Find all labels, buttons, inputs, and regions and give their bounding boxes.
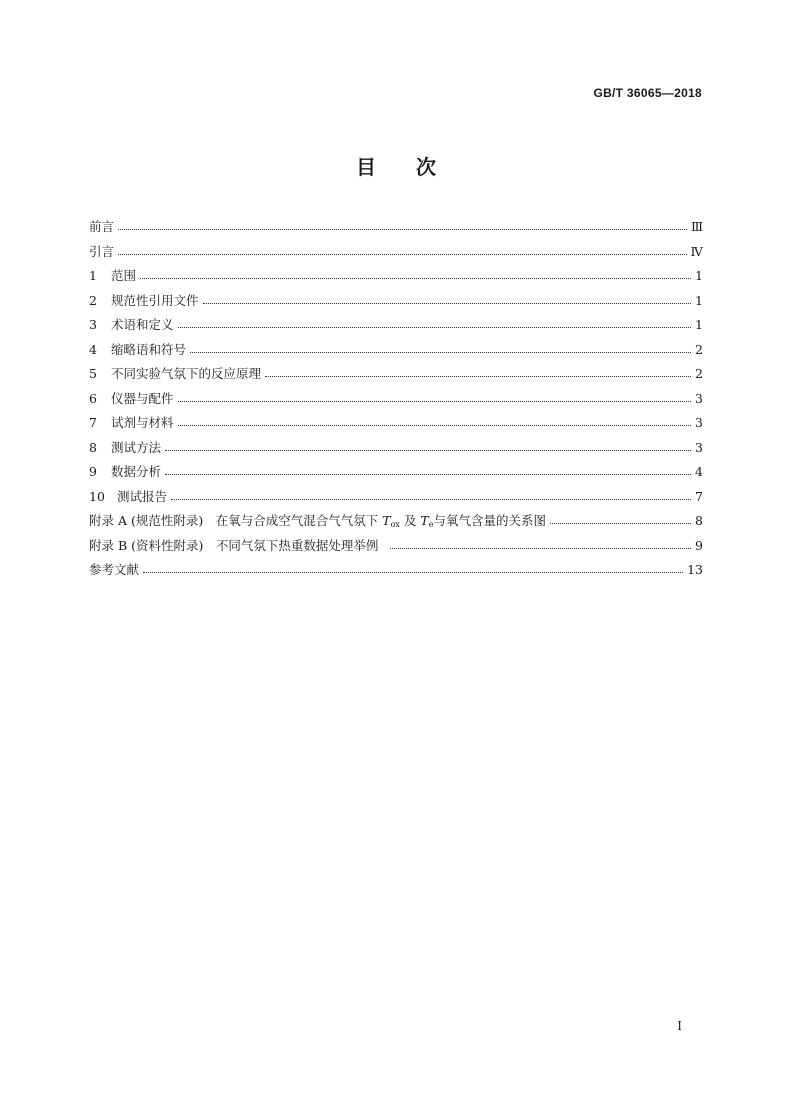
toc-entry-annex-a[interactable] xyxy=(89,509,703,534)
toc-entry-label: 缩略语和符号 xyxy=(111,341,187,357)
annex-a-conjunction: 及 xyxy=(403,513,417,528)
toc-entry-page: Ⅳ xyxy=(690,243,703,259)
toc-entry-page: Ⅲ xyxy=(690,219,703,234)
dot-leader xyxy=(265,366,691,379)
dot-leader xyxy=(550,513,691,526)
variable-t-ox xyxy=(382,513,390,528)
toc-entry-page: 1 xyxy=(695,317,703,332)
dot-leader xyxy=(190,341,691,354)
annex-a-label: 附录 A (规范性附录) 在氧与合成空气混合气气氛下 xyxy=(89,513,379,528)
toc-entry-label: 测试方法 xyxy=(111,439,162,455)
variable-symbol: T xyxy=(420,513,429,528)
toc-entry-number: 2 xyxy=(89,292,97,308)
toc-entry-page: 2 xyxy=(695,366,703,381)
dot-leader xyxy=(178,390,691,403)
toc-entry-label: 仪器与配件 xyxy=(111,390,174,406)
toc-entry-page: 9 xyxy=(695,537,703,553)
toc-entry-4[interactable] xyxy=(89,338,703,363)
toc-entry-label: 引言 xyxy=(89,243,115,259)
dot-leader xyxy=(118,243,686,256)
toc-entry-label: 规范性引用文件 xyxy=(111,292,199,308)
dot-leader xyxy=(203,292,691,305)
variable-t-e xyxy=(420,513,428,528)
toc-entry-page: 8 xyxy=(695,513,703,528)
dot-leader xyxy=(165,464,691,477)
annex-a-tail: 与氧气含量的关系图 xyxy=(433,513,546,528)
toc-entry-introduction[interactable] xyxy=(89,240,703,265)
table-of-contents xyxy=(89,215,703,583)
toc-entry-label: 不同实验气氛下的反应原理 xyxy=(111,366,262,381)
toc-entry-number: 4 xyxy=(89,341,97,357)
page-title xyxy=(0,151,792,180)
toc-entry-label: 附录 B (资料性附录) 不同气氛下热重数据处理举例 xyxy=(89,537,379,553)
toc-entry-6[interactable] xyxy=(89,387,703,412)
dot-leader xyxy=(178,415,691,428)
toc-entry-number: 6 xyxy=(89,390,97,406)
toc-entry-5[interactable] xyxy=(89,362,703,387)
dot-leader xyxy=(118,219,687,232)
toc-entry-1[interactable] xyxy=(89,264,703,289)
toc-entry-label: 试剂与材料 xyxy=(111,415,174,430)
dot-leader xyxy=(171,488,691,501)
dot-leader xyxy=(165,439,691,452)
toc-entry-number: 3 xyxy=(89,317,97,332)
toc-entry-label: 参考文献 xyxy=(89,562,140,577)
standard-code: GB/T 36065—2018 xyxy=(593,86,702,100)
toc-entry-7[interactable] xyxy=(89,411,703,436)
toc-entry-number: 8 xyxy=(89,439,97,455)
toc-entry-label: 前言 xyxy=(89,219,115,234)
dot-leader xyxy=(140,268,691,281)
toc-entry-foreword[interactable] xyxy=(89,215,703,240)
toc-entry-page: 1 xyxy=(695,268,703,283)
variable-subscript: e xyxy=(428,520,434,529)
toc-entry-bibliography[interactable] xyxy=(89,558,703,583)
dot-leader xyxy=(390,537,691,550)
title-char-2: 次 xyxy=(416,155,436,179)
variable-subscript: ox xyxy=(390,520,400,529)
title-char-1: 目 xyxy=(356,155,376,179)
toc-entry-page: 4 xyxy=(695,464,703,479)
toc-entry-number: 7 xyxy=(89,415,97,430)
dot-leader xyxy=(143,562,683,575)
toc-entry-number: 10 xyxy=(89,488,105,504)
toc-entry-page: 3 xyxy=(695,439,703,455)
variable-symbol: T xyxy=(382,513,391,528)
dot-leader xyxy=(178,317,691,330)
toc-entry-number: 1 xyxy=(89,268,97,283)
toc-entry-8[interactable] xyxy=(89,436,703,461)
toc-entry-number: 9 xyxy=(89,464,97,479)
toc-entry-2[interactable] xyxy=(89,289,703,314)
toc-entry-page: 13 xyxy=(687,562,703,577)
toc-entry-label: 测试报告 xyxy=(117,488,168,504)
toc-entry-annex-b[interactable] xyxy=(89,534,703,559)
page-number: I xyxy=(677,1019,682,1033)
toc-entry-page: 3 xyxy=(695,390,703,406)
toc-entry-page: 3 xyxy=(695,415,703,430)
toc-entry-3[interactable] xyxy=(89,313,703,338)
toc-entry-9[interactable] xyxy=(89,460,703,485)
toc-entry-label: 范围 xyxy=(111,268,137,283)
toc-entry-label: 数据分析 xyxy=(111,464,162,479)
toc-entry-page: 7 xyxy=(695,488,703,504)
toc-entry-number: 5 xyxy=(89,366,97,381)
toc-entry-label: 术语和定义 xyxy=(111,317,174,332)
toc-entry-page: 1 xyxy=(695,292,703,308)
toc-entry-page: 2 xyxy=(695,341,703,357)
toc-entry-10[interactable] xyxy=(89,485,703,510)
